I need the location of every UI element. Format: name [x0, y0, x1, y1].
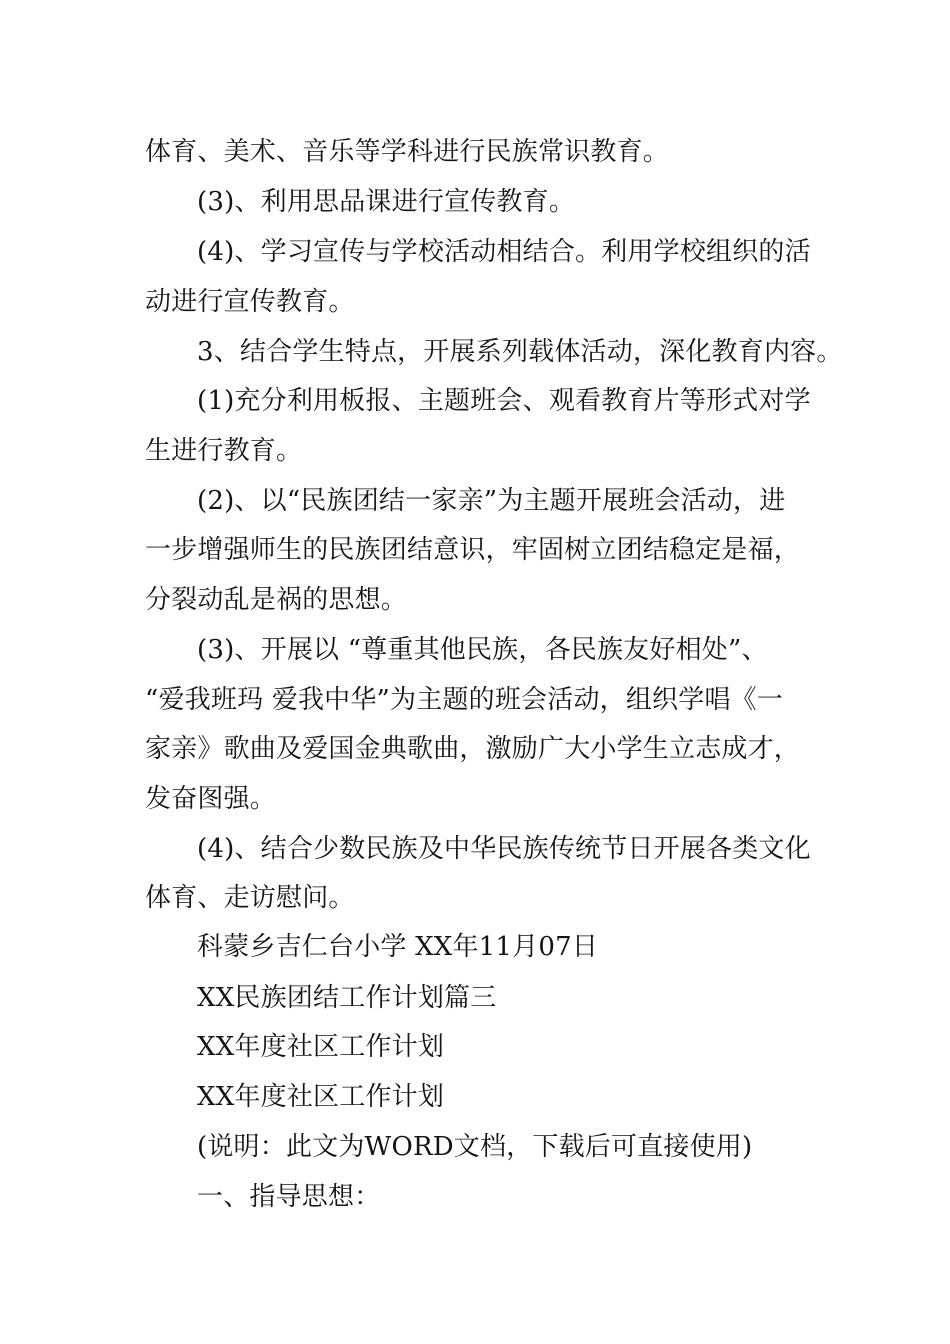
section-heading: XX年度社区工作计划 [197, 1082, 445, 1112]
text-line: 体育、美术、音乐等学科进行民族常识教育。 [145, 137, 670, 167]
signature-line: 科蒙乡吉仁台小学 XX年11月07日 [197, 932, 599, 962]
text-line: (3)、开展以 “尊重其他民族，各民族友好相处”、 [197, 635, 768, 665]
section-heading: XX年度社区工作计划 [197, 1032, 445, 1062]
text-line: 分裂动乱是祸的思想。 [145, 585, 408, 615]
text-line: 家亲》歌曲及爱国金典歌曲，激励广大小学生立志成才， [145, 734, 801, 764]
section-heading: 一、指导思想： [197, 1182, 381, 1212]
text-line: 生进行教育。 [145, 436, 303, 466]
text-line: 3、结合学生特点，开展系列载体活动，深化教育内容。 [197, 337, 843, 367]
text-line: 发奋图强。 [145, 784, 277, 814]
text-line: 体育、走访慰问。 [145, 883, 355, 913]
text-line: (3)、利用思品课进行宣传教育。 [197, 187, 576, 217]
text-line: 一步增强师生的民族团结意识，牢固树立团结稳定是福， [145, 535, 801, 565]
text-line: (1)充分利用板报、主题班会、观看教育片等形式对学 [197, 386, 811, 416]
note-line: (说明：此文为WORD文档，下载后可直接使用) [197, 1132, 753, 1162]
text-line: “爱我班玛 爱我中华”为主题的班会活动，组织学唱《一 [145, 685, 784, 715]
section-heading: XX民族团结工作计划篇三 [197, 983, 497, 1013]
text-line: (2)、以“民族团结一家亲”为主题开展班会活动，进 [197, 486, 786, 516]
text-line: (4)、结合少数民族及中华民族传统节日开展各类文化 [197, 834, 811, 864]
text-line: (4)、学习宣传与学校活动相结合。利用学校组织的活 [197, 237, 811, 267]
text-line: 动进行宣传教育。 [145, 287, 355, 317]
